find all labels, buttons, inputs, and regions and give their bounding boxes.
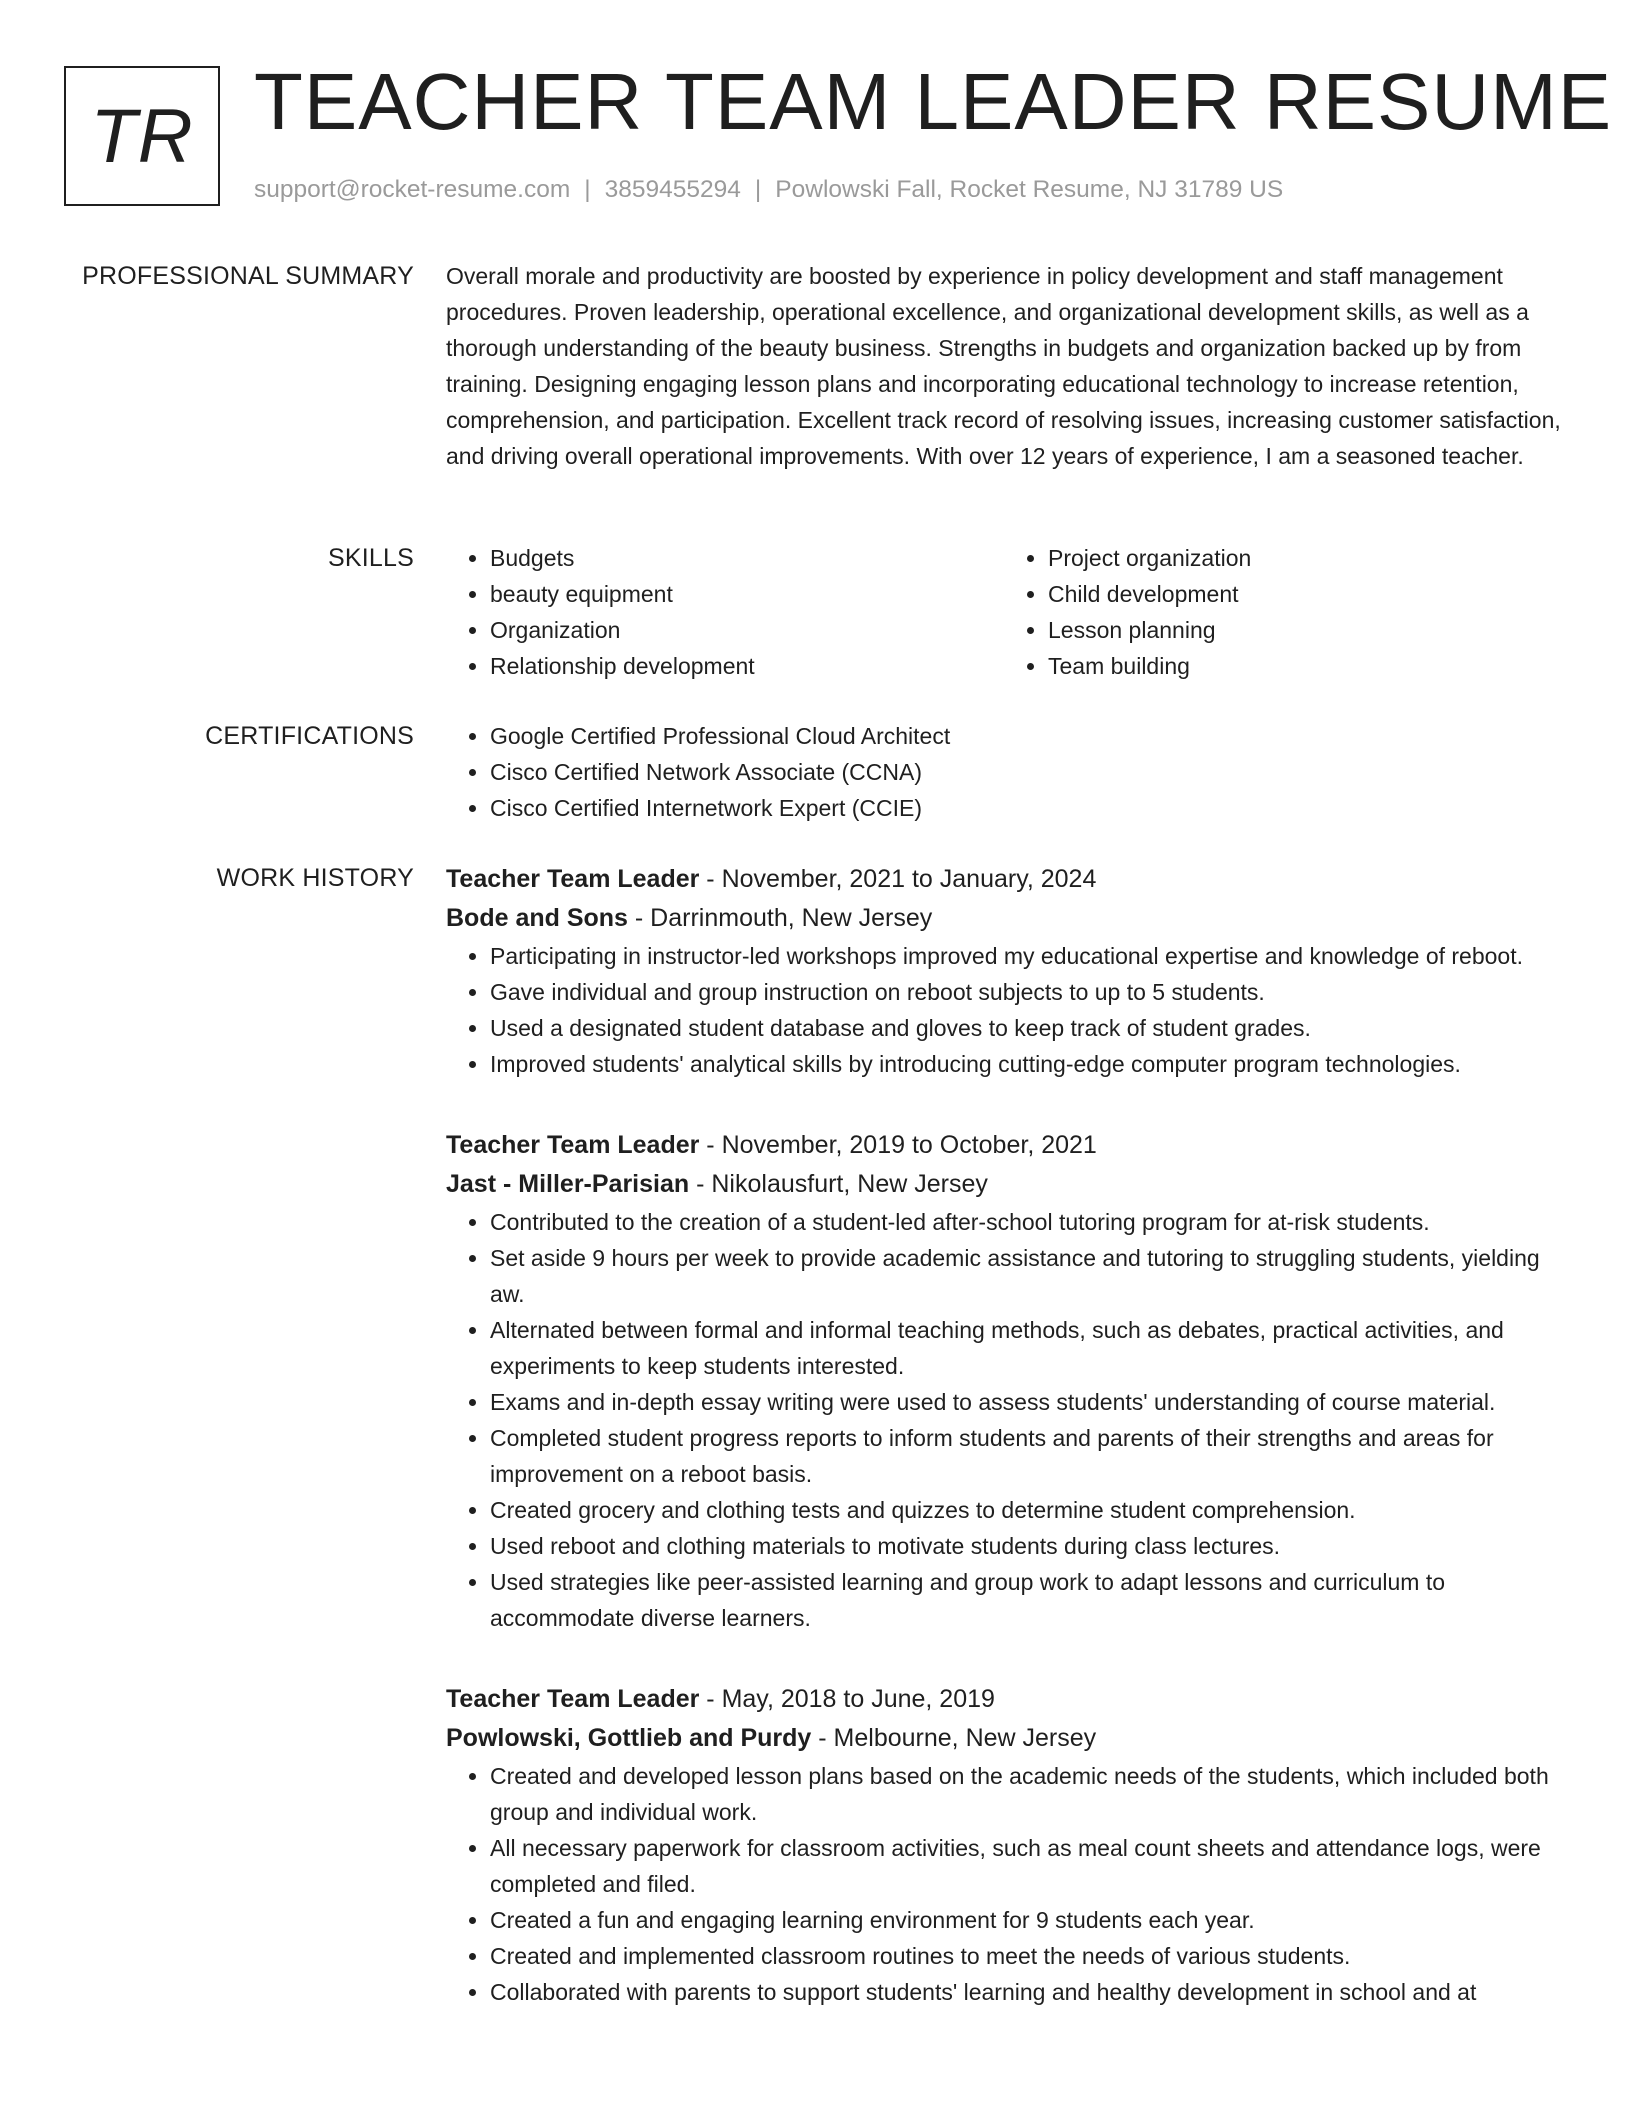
skills-label: SKILLS	[328, 544, 414, 572]
contact-address: Powlowski Fall, Rocket Resume, NJ 31789 US	[775, 176, 1284, 203]
contact-phone[interactable]: 3859455294	[604, 176, 741, 203]
job-duty: • Completed student progress reports to inform students and parents of their strengths and areas for improvement on a reboot basis.	[490, 1420, 1562, 1492]
job-dates: - November, 2021 to January, 2024	[699, 865, 1097, 893]
job-duty: • Participating in instructor-led workshops improved my educational expertise and knowledge of reboot.	[490, 938, 1562, 974]
skills-list-left	[446, 540, 1004, 684]
job-duty: • Collaborated with parents to support students' learning and healthy development in school and at	[490, 1974, 1562, 2010]
certifications-label: CERTIFICATIONS	[205, 722, 414, 750]
job-duty: • Created grocery and clothing tests and quizzes to determine student comprehension.	[490, 1492, 1562, 1528]
certification-item: • Cisco Certified Network Associate (CCNA)	[490, 754, 1562, 790]
skill-item: • beauty equipment	[490, 576, 1004, 612]
job-dates: - November, 2019 to October, 2021	[699, 1131, 1097, 1159]
contact-separator: |	[584, 176, 591, 203]
job-entry	[446, 1680, 1562, 2010]
skill-item: • Organization	[490, 612, 1004, 648]
job-duties-list	[446, 938, 1562, 1082]
job-company-line	[446, 898, 1562, 938]
contact-line	[254, 174, 1283, 206]
job-duty: • Exams and in-depth essay writing were used to assess students' understanding of course material.	[490, 1384, 1562, 1420]
skill-item: • Relationship development	[490, 648, 1004, 684]
job-title-line	[446, 1126, 1562, 1164]
skill-item: • Child development	[1048, 576, 1562, 612]
job-duty: • Alternated between formal and informal teaching methods, such as debates, practical activities, and experiments to keep students interested.	[490, 1312, 1562, 1384]
job-duty: • Created and developed lesson plans based on the academic needs of the students, which included both group and individual work.	[490, 1758, 1562, 1830]
certifications-list	[446, 718, 1562, 826]
job-location: - Nikolausfurt, New Jersey	[689, 1170, 988, 1198]
job-duty: • Used strategies like peer-assisted learning and group work to adapt lessons and curriculum to accommodate diverse learners.	[490, 1564, 1562, 1636]
job-duty: • Gave individual and group instruction on reboot subjects to up to 5 students.	[490, 974, 1562, 1010]
job-company: Jast - Miller-Parisian	[446, 1170, 690, 1198]
job-duties-list	[446, 1758, 1562, 2010]
job-duty: • Set aside 9 hours per week to provide academic assistance and tutoring to struggling students, yielding aw.	[490, 1240, 1562, 1312]
contact-email[interactable]: support@rocket-resume.com	[254, 176, 571, 203]
job-company: Bode and Sons	[446, 904, 628, 932]
job-company-line	[446, 1718, 1562, 1758]
skill-item: • Budgets	[490, 540, 1004, 576]
summary-label: PROFESSIONAL SUMMARY	[82, 262, 414, 290]
job-title: Teacher Team Leader	[446, 1685, 700, 1713]
job-duty: • Created a fun and engaging learning environment for 9 students each year.	[490, 1902, 1562, 1938]
job-title-line	[446, 1680, 1562, 1718]
job-dates: - May, 2018 to June, 2019	[699, 1685, 995, 1713]
job-title-line	[446, 860, 1562, 898]
summary-text: Overall morale and productivity are boosted by experience in policy development and staff management procedures. Proven leadership, operational excellence, and organizational development skills, as well as a thorough understanding of the beauty business. Strengths in budgets and organization backed up by from training. Designing engaging lesson plans and incorporating educational technology to increase retention, comprehension, and participation. Excellent track record of resolving issues, increasing customer satisfaction, and driving overall operational improvements. With over 12 years of experience, I am a seasoned teacher.	[446, 263, 1561, 469]
resume-title: TEACHER TEAM LEADER RESUME	[254, 57, 1613, 146]
certification-item: • Cisco Certified Internetwork Expert (CCIE)	[490, 790, 1562, 826]
work-history-body	[446, 860, 1562, 2054]
work-history-label: WORK HISTORY	[216, 864, 414, 892]
job-duties-list	[446, 1204, 1562, 1636]
skills-body	[446, 540, 1562, 684]
skill-item: • Project organization	[1048, 540, 1562, 576]
job-duty: • Created and implemented classroom routines to meet the needs of various students.	[490, 1938, 1562, 1974]
skills-grid	[446, 540, 1562, 684]
skill-item: • Team building	[1048, 648, 1562, 684]
job-entry	[446, 860, 1562, 1082]
job-title: Teacher Team Leader	[446, 1131, 700, 1159]
summary-body	[446, 258, 1562, 474]
job-location: - Darrinmouth, New Jersey	[627, 904, 933, 932]
monogram-logo: TR	[64, 66, 220, 206]
job-company: Powlowski, Gottlieb and Purdy	[446, 1724, 812, 1752]
job-duty: • Used a designated student database and gloves to keep track of student grades.	[490, 1010, 1562, 1046]
job-location: - Melbourne, New Jersey	[811, 1724, 1097, 1752]
job-duty: • Improved students' analytical skills by introducing cutting-edge computer program technologies.	[490, 1046, 1562, 1082]
certification-item: • Google Certified Professional Cloud Architect	[490, 718, 1562, 754]
job-entry	[446, 1126, 1562, 1636]
job-duty: • Used reboot and clothing materials to motivate students during class lectures.	[490, 1528, 1562, 1564]
skills-list-right	[1004, 540, 1562, 684]
job-title: Teacher Team Leader	[446, 865, 700, 893]
job-duty: • Contributed to the creation of a student-led after-school tutoring program for at-risk students.	[490, 1204, 1562, 1240]
contact-separator: |	[754, 176, 762, 203]
job-duty: • All necessary paperwork for classroom activities, such as meal count sheets and attendance logs, were completed and filed.	[490, 1830, 1562, 1902]
job-company-line	[446, 1164, 1562, 1204]
skill-item: • Lesson planning	[1048, 612, 1562, 648]
certifications-body	[446, 718, 1562, 826]
